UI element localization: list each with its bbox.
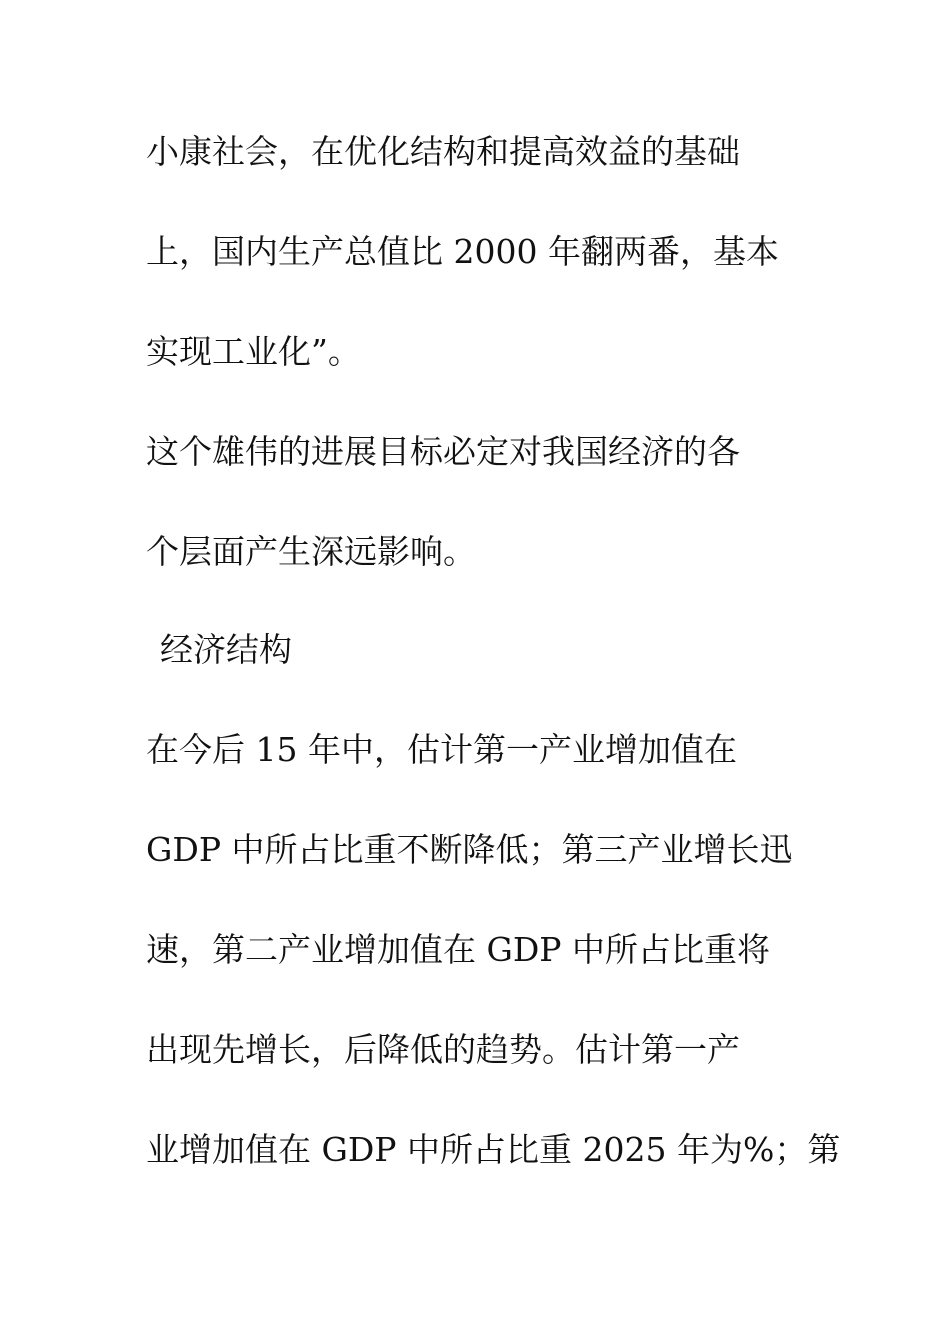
paragraph-3-line-2: GDP 中所占比重不断降低；第三产业增长迅 (146, 830, 793, 869)
paragraph-3-line-3: 速，第二产业增加值在 GDP 中所占比重将 (146, 930, 771, 969)
paragraph-3-line-5: 业增加值在 GDP 中所占比重 2025 年为%；第 (146, 1130, 841, 1169)
paragraph-3-line-1: 在今后 15 年中，估计第一产业增加值在 (146, 730, 737, 769)
section-heading: 经济结构 (160, 630, 292, 669)
paragraph-1-line-3: 实现工业化”。 (146, 332, 361, 371)
paragraph-2-line-2: 个层面产生深远影响。 (146, 532, 476, 571)
paragraph-2-line-1: 这个雄伟的进展目标必定对我国经济的各 (146, 432, 740, 471)
paragraph-3-line-4: 出现先增长，后降低的趋势。估计第一产 (146, 1030, 740, 1069)
paragraph-1-line-1: 小康社会，在优化结构和提高效益的基础 (146, 132, 740, 171)
paragraph-1-line-2: 上，国内生产总值比 2000 年翻两番，基本 (146, 232, 779, 271)
